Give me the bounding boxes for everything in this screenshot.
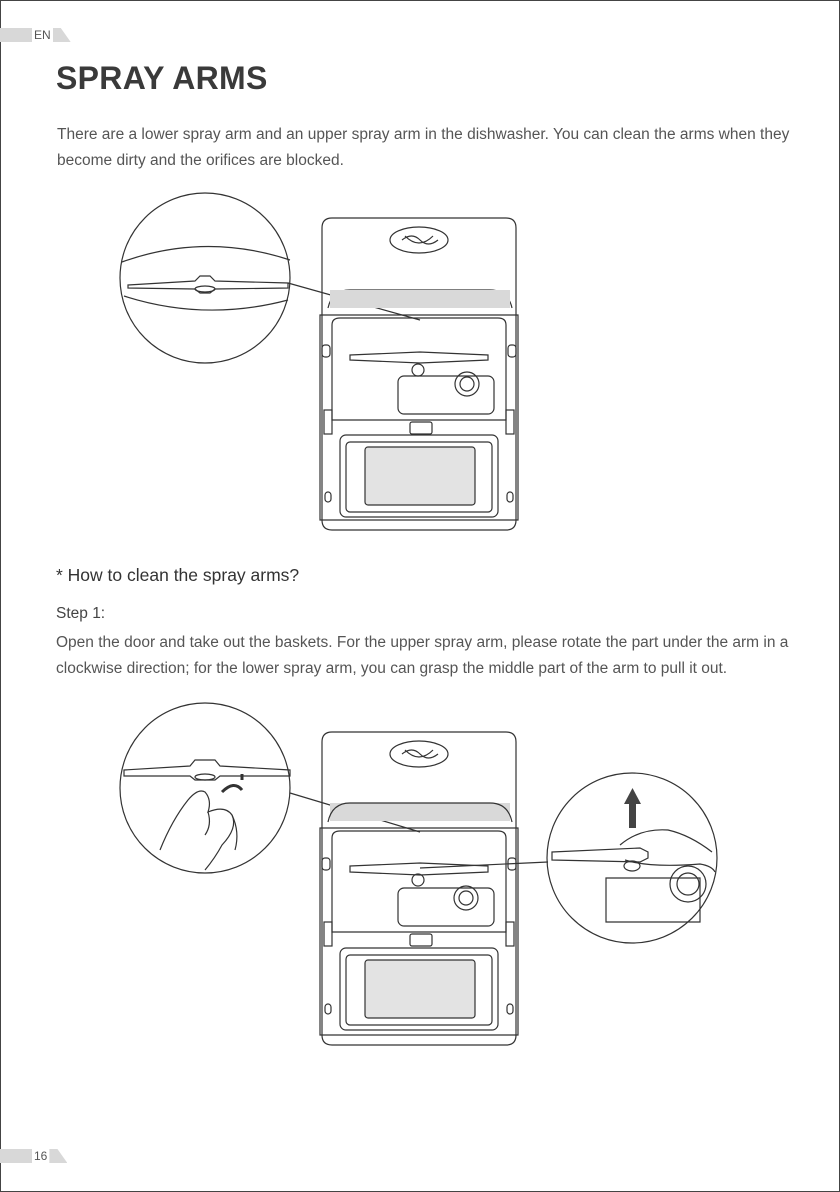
subheading: * How to clean the spray arms? bbox=[56, 565, 300, 585]
figure-spray-arm-overview bbox=[0, 0, 840, 560]
intro-paragraph: There are a lower spray arm and an upper spray arm in the dishwasher. You can clean the arms when they become dirty and the orifices are blocked. bbox=[57, 126, 790, 169]
page-title: SPRAY ARMS bbox=[56, 60, 268, 96]
language-label: EN bbox=[34, 28, 51, 42]
page-number: 16 bbox=[34, 1149, 48, 1163]
page-number-tab bbox=[0, 1149, 67, 1163]
step-label: Step 1: bbox=[56, 605, 106, 622]
step-description: Open the door and take out the baskets. For the upper spray arm, please rotate the part under the arm in a clockwise direction; for the lower spray arm, you can grasp the middle part of the arm to pull it out. bbox=[56, 634, 789, 677]
